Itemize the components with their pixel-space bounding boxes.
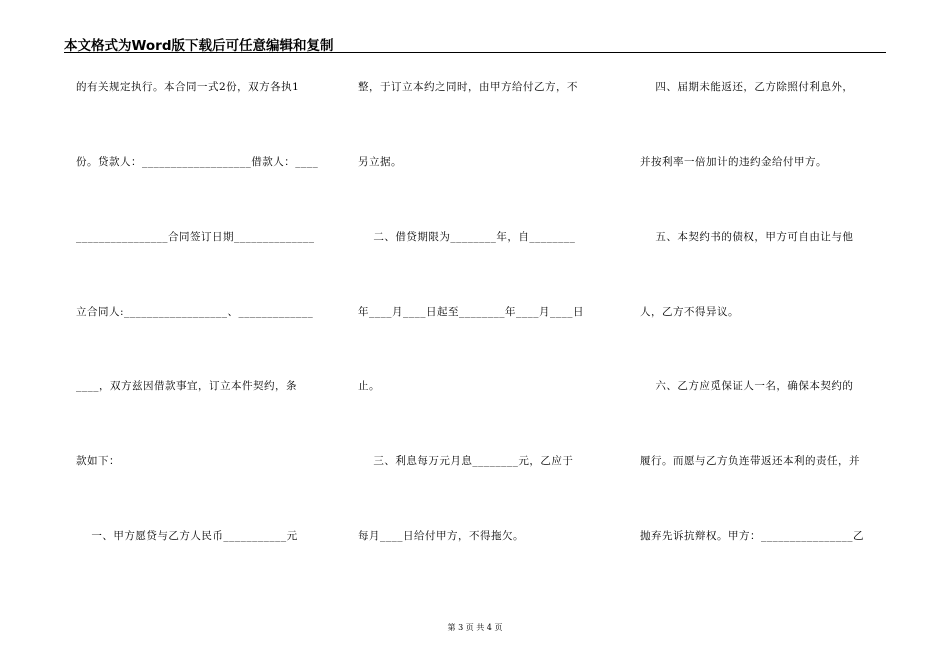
text-line: 二、借贷期限为________年，自________	[358, 231, 576, 243]
text-line: 一、甲方愿贷与乙方人民币___________元	[76, 530, 298, 542]
text-line: 另立据。	[358, 156, 402, 168]
header-title: 本文格式为Word版下载后可任意编辑和复制	[64, 38, 334, 54]
text-line: 三、利息每万元月息________元，乙应于	[358, 455, 574, 467]
text-line: 立合同人:__________________、_____________	[76, 306, 314, 318]
text-line: 履行。而愿与乙方负连带返还本利的责任，并	[640, 455, 860, 467]
text-line: 并按利率一倍加计的违约金给付甲方。	[640, 156, 827, 168]
text-line: 份。贷款人：___________________借款人：____	[76, 156, 319, 168]
text-line: ____，双方兹因借款事宜，订立本件契约，条	[76, 380, 297, 392]
text-line: 止。	[358, 380, 380, 392]
text-line: 人，乙方不得异议。	[640, 306, 739, 318]
text-column-2	[358, 0, 608, 600]
text-line: 的有关规定执行。本合同一式2份，双方各执1	[76, 81, 300, 93]
text-line: 四、届期未能返还，乙方除照付利息外，	[640, 81, 854, 93]
text-line: 年____月____日起至________年____月____日	[358, 306, 584, 318]
text-line: 五、本契约书的债权，甲方可自由让与他	[640, 231, 854, 243]
text-column-1	[76, 0, 326, 600]
text-line: 六、乙方应觅保证人一名，确保本契约的	[640, 380, 854, 392]
page-number: 第 3 页 共 4 页	[447, 623, 503, 632]
text-line: 整，于订立本约之同时，由甲方给付乙方，不	[358, 81, 578, 93]
text-line: ________________合同签订日期______________	[76, 231, 315, 243]
text-line: 抛弃先诉抗辩权。甲方：________________乙	[640, 530, 864, 542]
text-line: 每月____日给付甲方，不得拖欠。	[358, 530, 524, 542]
text-line: 款如下：	[76, 455, 120, 467]
text-column-3	[640, 0, 890, 600]
